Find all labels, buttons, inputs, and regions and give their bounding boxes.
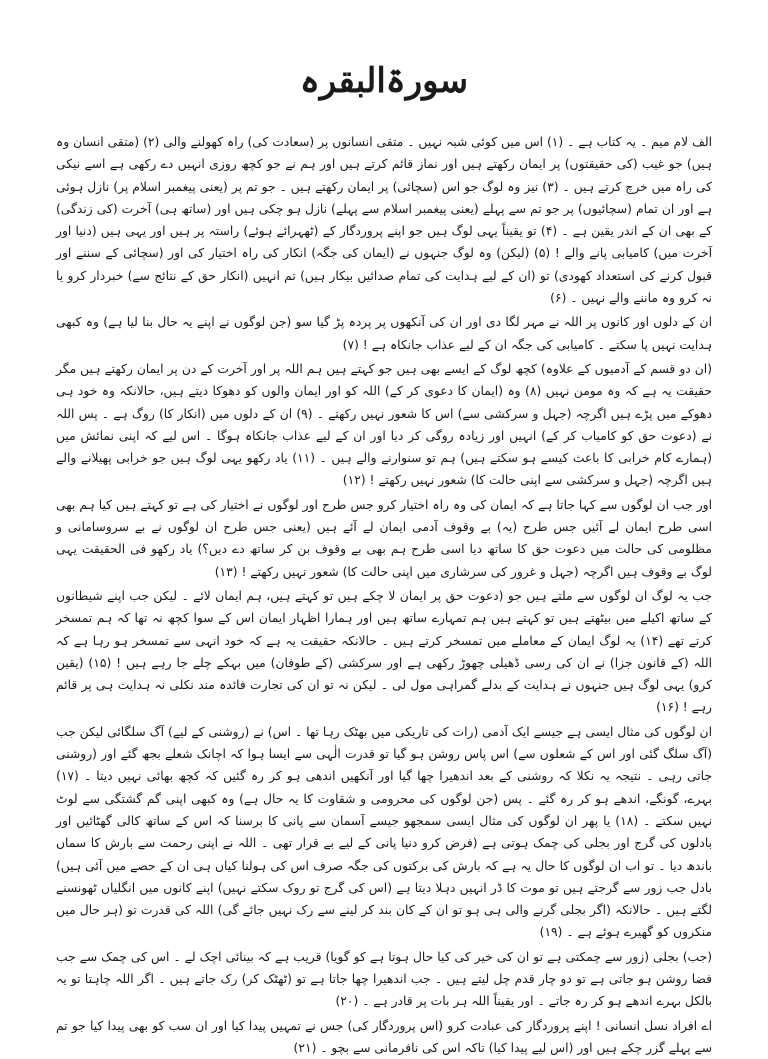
translation-body [56, 131, 712, 1059]
paragraph: اے افراد نسل انسانی ! اپنے پروردگار کی عبادت کرو (اس پروردگار کی) جس نے تمہیں پیدا کیا اور ان سب کو بھی پیدا کیا جو تم سے پہلے گزر چکے ہیں اور (اس لیے پیدا کیا) تاکہ اس کی نافرمانی سے بچو ۔ (۲۱) [56, 1018, 712, 1055]
paragraph: (جب) بجلی (زور سے چمکتی ہے تو ان کی خیر کی کیا حال ہوتا ہے کو گویا) قریب ہے کہ بینائی اچک لے ۔ اس کی چمک سے جب فضا روشن ہو جاتی ہے تو دو چار قدم چل لیتے ہیں ۔ جب اندھیرا چھا جاتا ہے تو (ٹھٹک کر) رک جاتے ہیں ۔ اگر اللہ چاہتا تو یہ بالکل بہرے اندھے ہو کر رہ جاتے ۔ اور یقیناً اللہ ہر بات پر قادر ہے ۔ (۲۰) [56, 949, 712, 1009]
surah-title: سورۃالبقرہ [299, 61, 469, 101]
paragraph: ان کے دلوں اور کانوں پر اللہ نے مہر لگا دی اور ان کی آنکھوں پر پردہ پڑ گیا سو (جن لوگوں نے اپنے یہ حال بنا لیا ہے) وہ کبھی ہدایت نہیں پا سکتے ۔ کامیابی کی جگہ ان کے لیے عذاب جانکاہ ہے ! (۷) [56, 315, 712, 352]
paragraph: الف لام میم ۔ یہ کتاب ہے ۔ (۱) اس میں کوئی شبہ نہیں ۔ متقی انسانوں پر (سعادت کی) راہ کھولنے والی (۲) (متقی انسان وہ ہیں) جو غیب (کی حقیقتوں) پر ایمان رکھتے ہیں اور نماز قائم کرتے ہیں اور ہم نے جو کچھ روزی انہیں دے رکھی ہے اسے نیکی کی راہ میں خرچ کرتے ہیں ۔ (۳) نیز وہ لوگ جو اس (سچائی) پر ایمان رکھتے ہیں ۔ جو تم پر (یعنی پیغمبر اسلام پر) نازل ہوئی ہے اور ان تمام (سچائیوں) پر جو تم سے پہلے (یعنی پیغمبر اسلام سے پہلے) نازل ہو چکی ہیں اور (ساتھ ہی) آخرت (کی زندگی) کے بھی ان کے اندر یقین ہے ۔ (۴) تو یقیناً یہی لوگ ہیں جو اپنے پروردگار کے (ٹھہرائے ہوئے) راستہ پر ہیں اور یہی ہیں (دنیا اور آخرت میں) کامیابی پانے والے ! (۵) (لیکن) وہ لوگ جنہوں نے (ایمان کی جگہ) انکار کی راہ اختیار کی اور (سچائی کے سننے اور قبول کرنے کی استعداد کھودی) تو (ان کے لیے ہدایت کی تمام صدائیں بیکار ہیں) تم انہیں (انکار حق کے نتائج سے) خبردار کرو یا نہ کرو وہ ماننے والے نہیں ۔ (۶) [56, 135, 712, 306]
paragraph: ان لوگوں کی مثال ایسی ہے جیسے ایک آدمی (رات کی تاریکی میں بھٹک رہا تھا ۔ اس) نے (روشنی کے لیے) آگ سلگائی لیکن جب (آگ سلگ گئی اور اس کے شعلوں سے) اس پاس روشن ہو گیا تو قدرت الٰہی سے ایسا ہوا کہ اچانک شعلے بجھ گئے اور (روشنی جاتی رہی ۔ نتیجہ یہ نکلا کہ روشنی کے بعد اندھیرا چھا گیا اور آنکھیں اندھی ہو کر رہ گئیں کہ کچھ بھائی نہیں دیتا ۔ (۱۷) بہرے، گونگے، اندھے ہو کر رہ گئے ۔ پس (جن لوگوں کی محرومی و شقاوت کا یہ حال ہے) وہ کبھی اپنی گم گشتگی سے لوٹ نہیں سکتے ۔ (۱۸) یا پھر ان لوگوں کی مثال ایسی سمجھو جیسے آسمان سے پانی کا برسنا کہ اس کے ساتھ کالی گھٹائیں اور بادلوں کی گرج اور بجلی کی چمک ہوتی ہے (فرض کرو دنیا پانی کے لیے بے قرار تھی ۔ اللہ نے اپنی رحمت سے بارش کا سماں باندھ دیا ۔ تو اب ان لوگوں کا حال یہ ہے کہ بارش کی برکتوں کی جگہ صرف اس کی ہولنا کیاں ہی ان کے حصے میں آئی ہیں) بادل جب زور سے گرجتے ہیں تو موت کا ڈر انہیں دہلا دیتا ہے (اس کی گرج تو روک سکتے نہیں) اپنے کانوں میں انگلیاں ٹھونسنے لگتے ہیں ۔ حالانکہ (اگر بجلی گرنے والی ہی ہو تو ان کے کان بند کر لینے سے رک نہیں جائے گی) اللہ کی قدرت تو (ہر حال میں منکروں کو گھیرے ہوئے ہے ۔ (۱۹) [56, 724, 712, 940]
paragraph: جب یہ لوگ ان لوگوں سے ملتے ہیں جو (دعوت حق پر ایمان لا چکے ہیں تو کہتے ہیں، ہم ایمان لائے ۔ لیکن جب اپنے شیطانوں کے ساتھ اکیلے میں بیٹھتے ہیں تو کہتے ہیں ہم تمہارے ساتھ ہیں اور ہمارا اظہار ایمان اس کے سوا کچھ نہ تھا کہ ہم تمسخر کرتے تھے (۱۴) یہ لوگ ایمان کے معاملے میں تمسخر کرتے ہیں ۔ حالانکہ حقیقت یہ ہے کہ خود انہی سے تمسخر ہو رہا ہے کہ اللہ (کے قانون جزا) نے ان کی رسی ڈھیلی چھوڑ رکھی ہے اور سرکشی (کے طوفان) میں بہکے چلے جا رہے ہیں ! (۱۵) (یقین کرو) یہی لوگ ہیں جنہوں نے ہدایت کے بدلے گمراہی مول لی ۔ لیکن نہ تو ان کی تجارت فائدہ مند نکلی نہ ہدایت ہی پر قائم رہے ! (۱۶) [56, 588, 712, 715]
paragraph: (ان دو قسم کے آدمیوں کے علاوہ) کچھ لوگ کے ایسے بھی ہیں جو کہتے ہیں ہم اللہ پر اور آخرت کے دن پر ایمان رکھتے ہیں مگر حقیقت یہ ہے کہ وہ مومن نہیں (۸) وہ (ایمان کا دعوی کر کے) اللہ کو اور ایمان والوں کو دھوکا دیتے ہیں، حالانکہ وہ خود ہی دھوکے میں پڑے ہیں اگرچہ (جہل و سرکشی سے) اس کا شعور نہیں رکھتے ۔ (۹) ان کے دلوں میں (انکار کا) روگ ہے ۔ پس اللہ نے (دعوت حق کو کامیاب کر کے) انہیں اور زیادہ روگی کر دیا اور ان کے لیے عذاب جانکاہ ہوگا ۔ اس لیے کہ اپنی نمائش میں (ہمارے کام خرابی کا باعث کیسے ہو سکتے ہیں) ہم تو سنوارنے والے ہیں ۔ (۱۱) یاد رکھو یہی لوگ ہیں جو خرابی پھیلانے والے ہیں اگرچہ (جہل و سرکشی سے اپنی حالت کا) شعور نہیں رکھتے ! (۱۲) [56, 361, 712, 488]
paragraph: اور جب ان لوگوں سے کہا جاتا ہے کہ ایمان کی وہ راہ اختیار کرو جس طرح اور لوگوں نے اختیار کی ہے تو کہتے ہیں کیا ہم بھی اسی طرح ایمان لے آئیں جس طرح (یہ) بے وقوف آدمی ایمان لے آئے ہیں (یعنی جس طرح ان لوگوں نے بے سروسامانی و مظلومی کی حالت میں دعوت حق کا ساتھ دیا اسی طرح ہم بھی بے وقوف بن کر ساتھ دے دیں؟) یاد رکھو فی الحقیقت یہی لوگ بے وقوف ہیں اگرچہ (جہل و غرور کی سرشاری میں اپنی حالت کا) شعور نہیں رکھتے ! (۱۳) [56, 497, 712, 579]
